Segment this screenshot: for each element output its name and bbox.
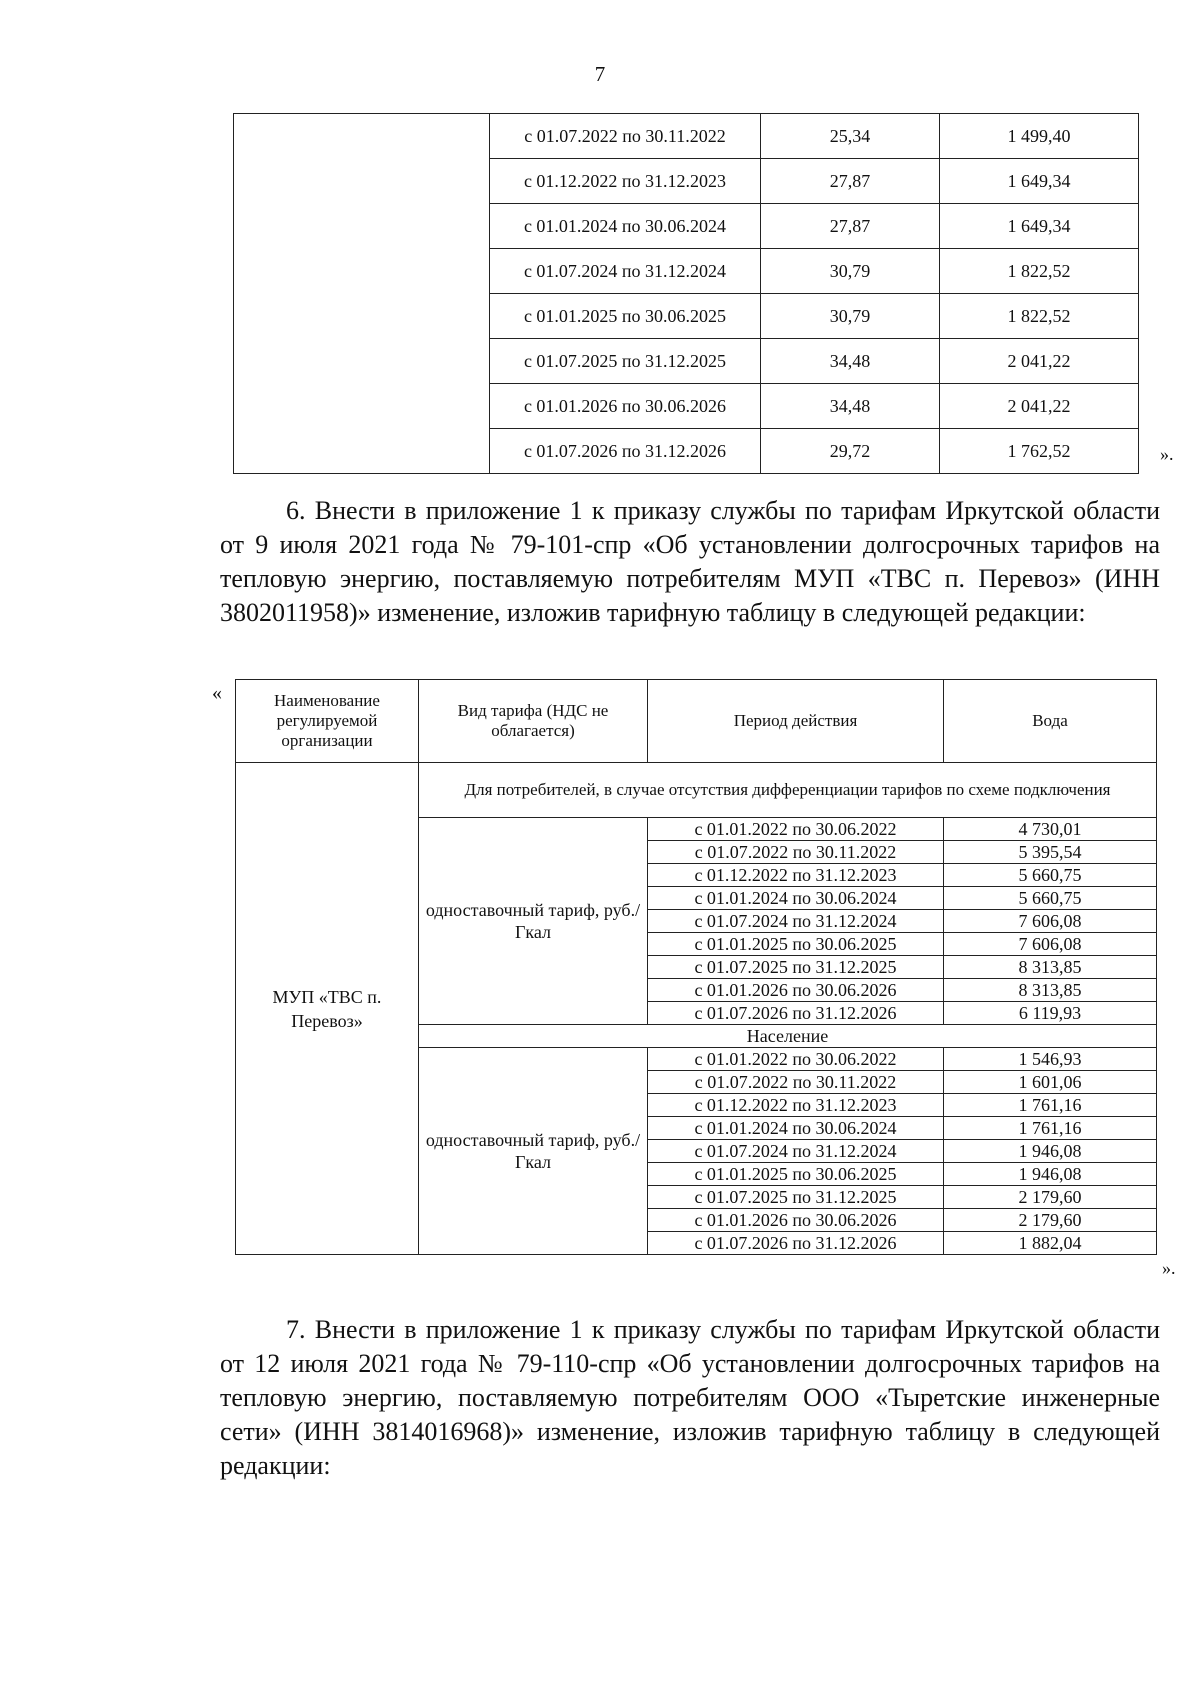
value-cell: 1 946,08: [944, 1140, 1157, 1163]
value-cell: 8 313,85: [944, 956, 1157, 979]
paragraph-6: [220, 494, 1160, 630]
value-cell: 1 649,34: [940, 204, 1139, 249]
period-cell: с 01.07.2025 по 31.12.2025: [648, 956, 944, 979]
value-cell: 1 546,93: [944, 1048, 1157, 1071]
period-cell: с 01.01.2022 по 30.06.2022: [648, 1048, 944, 1071]
period-cell: с 01.07.2026 по 31.12.2026: [648, 1232, 944, 1255]
period-cell: с 01.01.2026 по 30.06.2026: [648, 979, 944, 1002]
section-title: Население: [419, 1025, 1157, 1048]
value-cell: 1 499,40: [940, 114, 1139, 159]
value-cell: 2 041,22: [940, 339, 1139, 384]
value-cell: 1 822,52: [940, 249, 1139, 294]
period-cell: с 01.12.2022 по 31.12.2023: [648, 1094, 944, 1117]
value-cell: 1 762,52: [940, 429, 1139, 474]
opening-quote: «: [212, 682, 222, 704]
value-cell: 5 660,75: [944, 887, 1157, 910]
tariff-kind-cell: одноставочный тариф, руб./Гкал: [419, 818, 648, 1025]
tariff-kind-cell: одноставочный тариф, руб./Гкал: [419, 1048, 648, 1255]
value-cell: 1 761,16: [944, 1094, 1157, 1117]
value-cell: 1 822,52: [940, 294, 1139, 339]
value-cell: 34,48: [761, 384, 940, 429]
period-cell: с 01.07.2025 по 31.12.2025: [490, 339, 761, 384]
tariff-table-continuation: [233, 113, 1139, 474]
value-cell: 1 946,08: [944, 1163, 1157, 1186]
value-cell: 2 179,60: [944, 1186, 1157, 1209]
value-cell: 7 606,08: [944, 910, 1157, 933]
org-name-cell: МУП «ТВС п. Перевоз»: [236, 763, 419, 1255]
paragraph-7-text: 7. Внести в приложение 1 к приказу службы по тарифам Иркутской области от 12 июля 2021 года № 79-110-спр «Об установлении долгосрочных тарифов на тепловую энергию, поставляемую потребителям ООО «Тыретские инженерные сети» (ИНН 3814016968)» изменение, изложив тарифную таблицу в следующей редакции:: [220, 1315, 1160, 1480]
period-cell: с 01.01.2025 по 30.06.2025: [490, 294, 761, 339]
period-cell: с 01.01.2024 по 30.06.2024: [648, 1117, 944, 1140]
period-cell: с 01.01.2026 по 30.06.2026: [490, 384, 761, 429]
paragraph-6-text: 6. Внести в приложение 1 к приказу службы по тарифам Иркутской области от 9 июля 2021 года № 79-101-спр «Об установлении долгосрочных тарифов на тепловую энергию, поставляемую потребителям МУП «ТВС п. Перевоз» (ИНН 3802011958)» изменение, изложив тарифную таблицу в следующей редакции:: [220, 496, 1160, 627]
page-number: 7: [594, 62, 606, 86]
period-cell: с 01.07.2024 по 31.12.2024: [490, 249, 761, 294]
table-row: [234, 114, 1139, 159]
value-cell: 6 119,93: [944, 1002, 1157, 1025]
closing-quote: ».: [1162, 1258, 1176, 1278]
value-cell: 1 649,34: [940, 159, 1139, 204]
value-cell: 25,34: [761, 114, 940, 159]
header-org: Наименование регулируемой организации: [236, 680, 419, 763]
value-cell: 4 730,01: [944, 818, 1157, 841]
period-cell: с 01.01.2025 по 30.06.2025: [648, 1163, 944, 1186]
header-kind: Вид тарифа (НДС не облагается): [419, 680, 648, 763]
period-cell: с 01.07.2022 по 30.11.2022: [490, 114, 761, 159]
value-cell: 27,87: [761, 204, 940, 249]
value-cell: 1 601,06: [944, 1071, 1157, 1094]
value-cell: 27,87: [761, 159, 940, 204]
section-title: Для потребителей, в случае отсутствия дифференциации тарифов по схеме подключения: [419, 763, 1157, 818]
org-cell-empty: [234, 114, 490, 474]
paragraph-7: [220, 1313, 1160, 1483]
tariff-table-perevoz: [235, 679, 1157, 1255]
value-cell: 5 660,75: [944, 864, 1157, 887]
value-cell: 8 313,85: [944, 979, 1157, 1002]
period-cell: с 01.07.2024 по 31.12.2024: [648, 910, 944, 933]
value-cell: 34,48: [761, 339, 940, 384]
value-cell: 30,79: [761, 294, 940, 339]
period-cell: с 01.01.2025 по 30.06.2025: [648, 933, 944, 956]
period-cell: с 01.07.2026 по 31.12.2026: [648, 1002, 944, 1025]
value-cell: 2 179,60: [944, 1209, 1157, 1232]
value-cell: 2 041,22: [940, 384, 1139, 429]
period-cell: с 01.07.2022 по 30.11.2022: [648, 1071, 944, 1094]
period-cell: с 01.01.2024 по 30.06.2024: [490, 204, 761, 249]
value-cell: 5 395,54: [944, 841, 1157, 864]
header-period: Период действия: [648, 680, 944, 763]
period-cell: с 01.07.2024 по 31.12.2024: [648, 1140, 944, 1163]
closing-quote: ».: [1160, 444, 1174, 464]
period-cell: с 01.12.2022 по 31.12.2023: [490, 159, 761, 204]
value-cell: 29,72: [761, 429, 940, 474]
period-cell: с 01.07.2025 по 31.12.2025: [648, 1186, 944, 1209]
value-cell: 7 606,08: [944, 933, 1157, 956]
period-cell: с 01.01.2024 по 30.06.2024: [648, 887, 944, 910]
section-row: [236, 763, 1157, 818]
header-row: [236, 680, 1157, 763]
period-cell: с 01.01.2022 по 30.06.2022: [648, 818, 944, 841]
header-value: Вода: [944, 680, 1157, 763]
period-cell: с 01.01.2026 по 30.06.2026: [648, 1209, 944, 1232]
period-cell: с 01.07.2022 по 30.11.2022: [648, 841, 944, 864]
value-cell: 1 882,04: [944, 1232, 1157, 1255]
value-cell: 1 761,16: [944, 1117, 1157, 1140]
value-cell: 30,79: [761, 249, 940, 294]
period-cell: с 01.12.2022 по 31.12.2023: [648, 864, 944, 887]
period-cell: с 01.07.2026 по 31.12.2026: [490, 429, 761, 474]
